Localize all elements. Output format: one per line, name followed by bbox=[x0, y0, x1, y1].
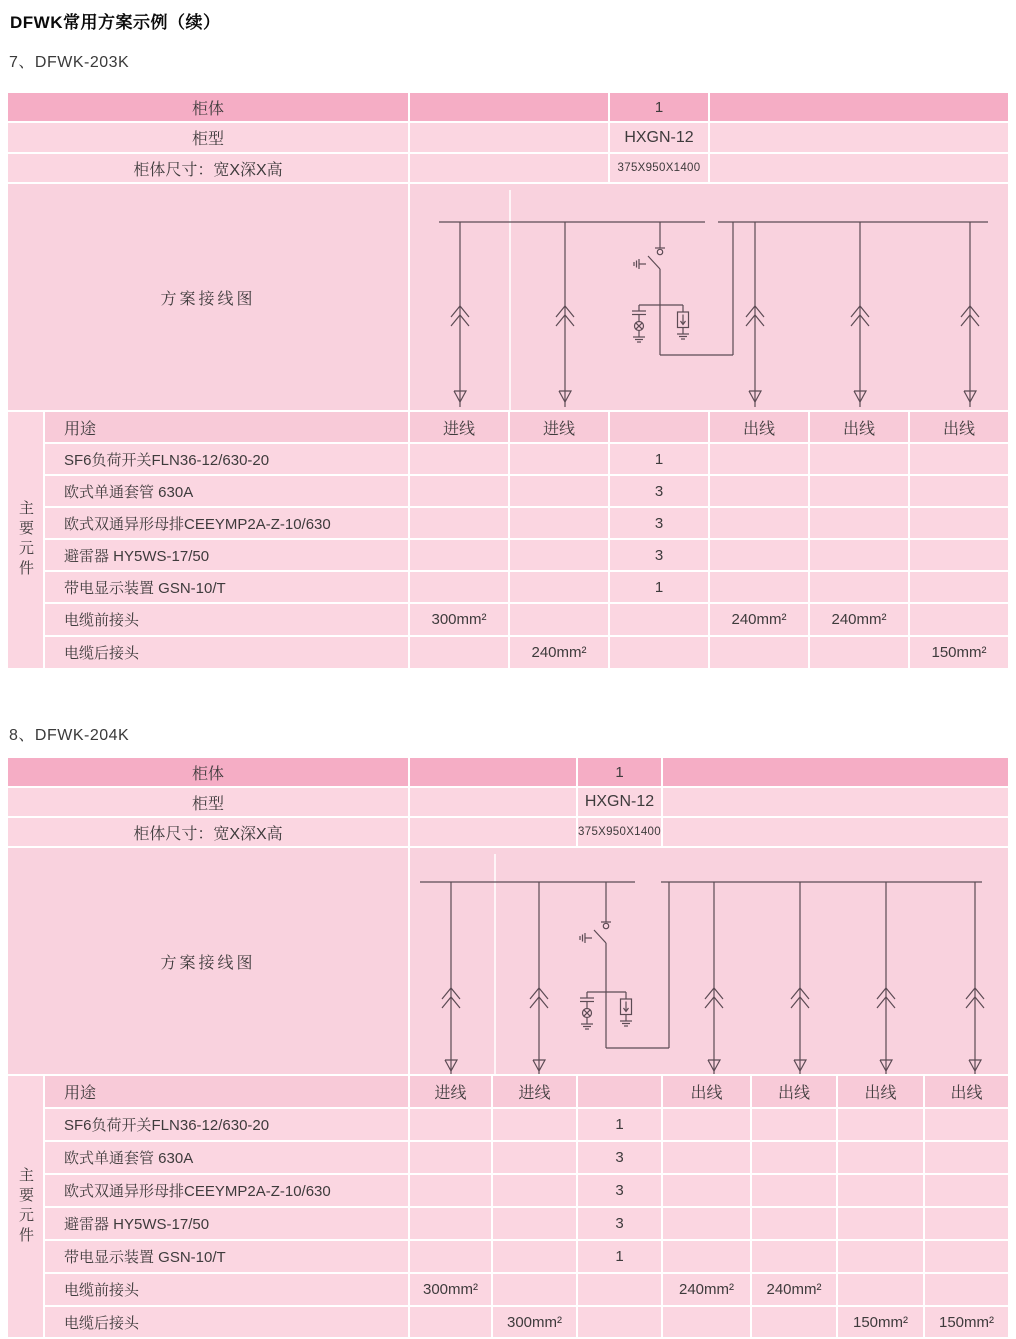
empty-cell bbox=[710, 476, 808, 506]
empty-cell bbox=[910, 540, 1008, 570]
empty-cell bbox=[838, 1208, 923, 1239]
empty-cell bbox=[493, 1142, 576, 1173]
spec-spacer-cell bbox=[663, 758, 1008, 786]
empty-cell bbox=[925, 1142, 1008, 1173]
empty-cell bbox=[578, 1307, 661, 1337]
empty-cell bbox=[410, 1307, 491, 1337]
cable-size-cell: 150mm² bbox=[910, 637, 1008, 668]
component-count-cell: 1 bbox=[578, 1241, 661, 1272]
table-row bbox=[8, 818, 1008, 846]
empty-cell bbox=[410, 637, 508, 668]
empty-cell bbox=[663, 1175, 750, 1206]
cable-size-cell: 240mm² bbox=[710, 604, 808, 635]
component-name-cell: 欧式双通异形母排CEEYMP2A-Z-10/630 bbox=[45, 1175, 408, 1206]
spec-spacer-cell bbox=[410, 818, 576, 846]
spec-spacer-cell bbox=[410, 788, 576, 816]
spec-spacer-cell bbox=[663, 788, 1008, 816]
empty-cell bbox=[610, 637, 708, 668]
empty-cell bbox=[493, 1274, 576, 1305]
empty-cell bbox=[663, 1208, 750, 1239]
component-count-cell: 1 bbox=[578, 1109, 661, 1140]
spec-label-cell: 柜体 bbox=[8, 93, 408, 121]
component-name-cell: 带电显示装置 GSN-10/T bbox=[45, 572, 408, 602]
spec-value-cell: 375X950X1400 bbox=[610, 154, 708, 182]
wiring-diagram bbox=[410, 848, 1008, 1074]
wiring-diagram bbox=[410, 184, 1008, 410]
empty-cell bbox=[838, 1142, 923, 1173]
table-row bbox=[45, 1076, 1008, 1107]
component-count-cell: 3 bbox=[578, 1142, 661, 1173]
usage-header-cell: 进线 bbox=[510, 412, 608, 442]
spec-label-cell: 柜型 bbox=[8, 123, 408, 152]
cable-size-cell: 240mm² bbox=[810, 604, 908, 635]
empty-cell bbox=[510, 508, 608, 538]
empty-cell bbox=[925, 1241, 1008, 1272]
spec-spacer-cell bbox=[710, 154, 1008, 182]
table-row bbox=[45, 637, 1008, 668]
empty-cell bbox=[810, 444, 908, 474]
component-count-cell: 3 bbox=[610, 476, 708, 506]
empty-cell bbox=[663, 1142, 750, 1173]
empty-cell bbox=[578, 1274, 661, 1305]
empty-cell bbox=[838, 1274, 923, 1305]
table-row bbox=[45, 1274, 1008, 1305]
table-row bbox=[8, 758, 1008, 786]
usage-label-cell: 用途 bbox=[45, 1076, 408, 1107]
component-count-cell: 1 bbox=[610, 572, 708, 602]
cable-label-cell: 电缆前接头 bbox=[45, 1274, 408, 1305]
empty-cell bbox=[410, 540, 508, 570]
empty-cell bbox=[663, 1241, 750, 1272]
table-row bbox=[45, 412, 1008, 442]
spec-label-cell: 柜型 bbox=[8, 788, 408, 816]
usage-header-cell: 进线 bbox=[410, 1076, 491, 1107]
empty-cell bbox=[663, 1307, 750, 1337]
cable-label-cell: 电缆前接头 bbox=[45, 604, 408, 635]
empty-cell bbox=[710, 508, 808, 538]
table-row bbox=[45, 1175, 1008, 1206]
empty-cell bbox=[493, 1208, 576, 1239]
empty-cell bbox=[410, 444, 508, 474]
component-name-cell: 避雷器 HY5WS-17/50 bbox=[45, 540, 408, 570]
empty-cell bbox=[710, 572, 808, 602]
diagram-cell bbox=[410, 848, 1008, 1074]
table-row bbox=[8, 788, 1008, 816]
empty-cell bbox=[710, 540, 808, 570]
usage-header-cell: 出线 bbox=[752, 1076, 836, 1107]
component-count-cell: 1 bbox=[610, 444, 708, 474]
empty-cell bbox=[663, 1109, 750, 1140]
spec-spacer-cell bbox=[410, 93, 608, 121]
component-count-cell: 3 bbox=[610, 540, 708, 570]
empty-cell bbox=[493, 1109, 576, 1140]
component-name-cell: 欧式双通异形母排CEEYMP2A-Z-10/630 bbox=[45, 508, 408, 538]
cable-size-cell: 150mm² bbox=[925, 1307, 1008, 1337]
table-row bbox=[8, 93, 1008, 121]
empty-cell bbox=[510, 572, 608, 602]
component-name-cell: 带电显示装置 GSN-10/T bbox=[45, 1241, 408, 1272]
spec-table-dfwk-203k bbox=[8, 93, 1008, 668]
usage-header-cell: 出线 bbox=[810, 412, 908, 442]
empty-cell bbox=[410, 1142, 491, 1173]
side-label-cell: 主要元件 bbox=[8, 1076, 43, 1337]
table-row bbox=[45, 1241, 1008, 1272]
component-count-cell: 3 bbox=[578, 1175, 661, 1206]
spec-value-cell: 375X950X1400 bbox=[578, 818, 661, 846]
empty-cell bbox=[752, 1109, 836, 1140]
table-row bbox=[45, 1307, 1008, 1337]
diagram-row bbox=[8, 848, 1008, 1074]
empty-cell bbox=[410, 572, 508, 602]
table-row bbox=[45, 1208, 1008, 1239]
empty-cell bbox=[710, 444, 808, 474]
usage-header-cell: 进线 bbox=[410, 412, 508, 442]
empty-cell bbox=[910, 444, 1008, 474]
section-heading-7: 7、DFWK-203K bbox=[9, 54, 130, 71]
empty-cell bbox=[838, 1241, 923, 1272]
empty-cell bbox=[810, 637, 908, 668]
cable-size-cell: 300mm² bbox=[410, 604, 508, 635]
empty-cell bbox=[410, 476, 508, 506]
empty-cell bbox=[578, 1076, 661, 1107]
usage-header-cell: 出线 bbox=[910, 412, 1008, 442]
spec-value-cell: HXGN-12 bbox=[610, 123, 708, 152]
body-rows bbox=[45, 1076, 1008, 1337]
spec-value-cell: HXGN-12 bbox=[578, 788, 661, 816]
empty-cell bbox=[838, 1109, 923, 1140]
diagram-row bbox=[8, 184, 1008, 410]
section-heading-8: 8、DFWK-204K bbox=[9, 727, 130, 744]
table-row bbox=[45, 540, 1008, 570]
spec-spacer-cell bbox=[410, 154, 608, 182]
spec-label-cell: 柜体尺寸：宽X深X高 bbox=[8, 818, 408, 846]
cable-size-cell: 240mm² bbox=[663, 1274, 750, 1305]
spec-spacer-cell bbox=[410, 123, 608, 152]
diagram-label-cell: 方案接线图 bbox=[8, 184, 408, 410]
empty-cell bbox=[810, 476, 908, 506]
table-row bbox=[45, 476, 1008, 506]
components-section bbox=[8, 1076, 1008, 1337]
spec-spacer-cell bbox=[663, 818, 1008, 846]
component-name-cell: SF6负荷开关FLN36-12/630-20 bbox=[45, 1109, 408, 1140]
empty-cell bbox=[910, 508, 1008, 538]
empty-cell bbox=[925, 1109, 1008, 1140]
empty-cell bbox=[610, 604, 708, 635]
spec-label-cell: 柜体尺寸：宽X深X高 bbox=[8, 154, 408, 182]
empty-cell bbox=[752, 1307, 836, 1337]
empty-cell bbox=[610, 412, 708, 442]
empty-cell bbox=[910, 604, 1008, 635]
spec-value-cell: 1 bbox=[610, 93, 708, 121]
component-name-cell: 欧式单通套管 630A bbox=[45, 476, 408, 506]
empty-cell bbox=[752, 1241, 836, 1272]
components-section bbox=[8, 412, 1008, 668]
table-row bbox=[45, 572, 1008, 602]
table-row bbox=[45, 1109, 1008, 1140]
empty-cell bbox=[493, 1241, 576, 1272]
usage-header-cell: 出线 bbox=[710, 412, 808, 442]
usage-header-cell: 出线 bbox=[838, 1076, 923, 1107]
empty-cell bbox=[838, 1175, 923, 1206]
usage-header-cell: 进线 bbox=[493, 1076, 576, 1107]
empty-cell bbox=[410, 1175, 491, 1206]
table-row bbox=[45, 508, 1008, 538]
spec-label-cell: 柜体 bbox=[8, 758, 408, 786]
spec-table-dfwk-204k bbox=[8, 758, 1008, 1337]
empty-cell bbox=[910, 476, 1008, 506]
empty-cell bbox=[925, 1175, 1008, 1206]
cable-label-cell: 电缆后接头 bbox=[45, 1307, 408, 1337]
empty-cell bbox=[910, 572, 1008, 602]
empty-cell bbox=[752, 1142, 836, 1173]
cable-size-cell: 240mm² bbox=[510, 637, 608, 668]
cable-size-cell: 300mm² bbox=[493, 1307, 576, 1337]
diagram-label-cell: 方案接线图 bbox=[8, 848, 408, 1074]
spec-spacer-cell bbox=[410, 758, 576, 786]
empty-cell bbox=[410, 508, 508, 538]
component-name-cell: SF6负荷开关FLN36-12/630-20 bbox=[45, 444, 408, 474]
empty-cell bbox=[810, 572, 908, 602]
empty-cell bbox=[510, 444, 608, 474]
diagram-cell bbox=[410, 184, 1008, 410]
cable-size-cell: 150mm² bbox=[838, 1307, 923, 1337]
table-row bbox=[45, 444, 1008, 474]
cable-size-cell: 240mm² bbox=[752, 1274, 836, 1305]
empty-cell bbox=[510, 540, 608, 570]
spec-spacer-cell bbox=[710, 123, 1008, 152]
empty-cell bbox=[752, 1208, 836, 1239]
table-row bbox=[45, 1142, 1008, 1173]
empty-cell bbox=[510, 604, 608, 635]
component-count-cell: 3 bbox=[610, 508, 708, 538]
empty-cell bbox=[752, 1175, 836, 1206]
spec-value-cell: 1 bbox=[578, 758, 661, 786]
empty-cell bbox=[410, 1109, 491, 1140]
usage-header-cell: 出线 bbox=[925, 1076, 1008, 1107]
table-row bbox=[8, 154, 1008, 182]
empty-cell bbox=[410, 1208, 491, 1239]
body-rows bbox=[45, 412, 1008, 668]
empty-cell bbox=[710, 637, 808, 668]
empty-cell bbox=[810, 508, 908, 538]
empty-cell bbox=[925, 1274, 1008, 1305]
side-label-cell: 主要元件 bbox=[8, 412, 43, 668]
empty-cell bbox=[493, 1175, 576, 1206]
cable-label-cell: 电缆后接头 bbox=[45, 637, 408, 668]
empty-cell bbox=[510, 476, 608, 506]
spec-spacer-cell bbox=[710, 93, 1008, 121]
usage-label-cell: 用途 bbox=[45, 412, 408, 442]
cable-size-cell: 300mm² bbox=[410, 1274, 491, 1305]
component-name-cell: 避雷器 HY5WS-17/50 bbox=[45, 1208, 408, 1239]
empty-cell bbox=[810, 540, 908, 570]
table-row bbox=[8, 123, 1008, 152]
empty-cell bbox=[410, 1241, 491, 1272]
table-row bbox=[45, 604, 1008, 635]
component-count-cell: 3 bbox=[578, 1208, 661, 1239]
usage-header-cell: 出线 bbox=[663, 1076, 750, 1107]
page-title: DFWK常用方案示例（续） bbox=[10, 13, 221, 32]
empty-cell bbox=[925, 1208, 1008, 1239]
component-name-cell: 欧式单通套管 630A bbox=[45, 1142, 408, 1173]
